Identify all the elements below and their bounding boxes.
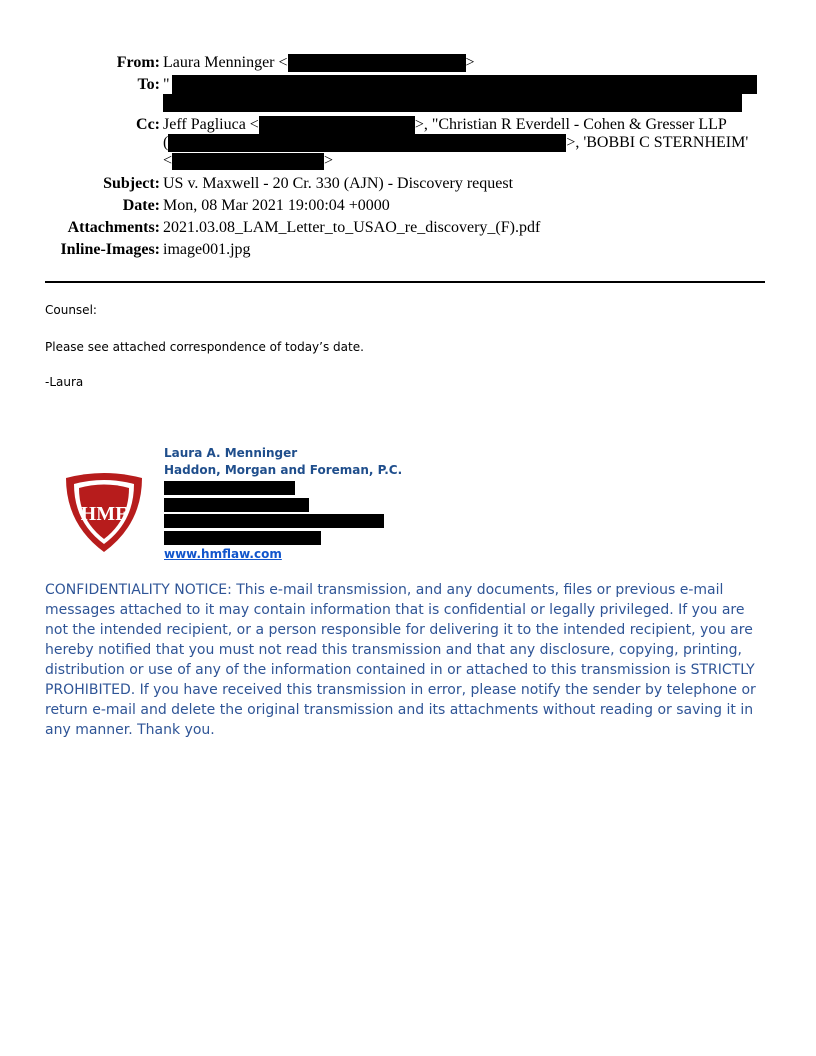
date-value: Mon, 08 Mar 2021 19:00:04 +0000 bbox=[163, 197, 390, 214]
from-name: Laura Menninger < bbox=[163, 54, 288, 71]
from-value bbox=[163, 53, 475, 73]
to-label: To: bbox=[137, 76, 160, 93]
attachments-row bbox=[0, 218, 816, 238]
date-row bbox=[0, 196, 816, 216]
from-row bbox=[0, 53, 816, 73]
logo-monogram: HMF bbox=[80, 503, 128, 525]
to-quote: " bbox=[163, 76, 170, 93]
redaction bbox=[164, 514, 384, 528]
cc-line2 bbox=[163, 133, 748, 153]
redaction bbox=[259, 116, 415, 134]
cc-gt: > bbox=[324, 152, 334, 169]
redaction bbox=[288, 54, 466, 72]
notice-text: CONFIDENTIALITY NOTICE: This e-mail transmission, and any documents, files or previous e-mail messages attached to it may contain information that is confidential or legally privileged. If you are not the intended recipient, or a person responsible for delivering it to the intended recipient, you are hereby notified that you must not read this transmission and that any disclosure, copying, printing, distribution or use of any of the information contained in or attached to this transmission is STRICTLY PROHIBITED. If you have received this transmission in error, please notify the sender by telephone or return e-mail and delete the original transmission and its attachments without reading or saving it in any manner. Thank you. bbox=[45, 582, 756, 738]
cc-line3 bbox=[163, 151, 333, 171]
redaction bbox=[172, 153, 324, 170]
date-label: Date: bbox=[122, 197, 160, 214]
confidentiality-notice bbox=[45, 580, 770, 740]
subject-label: Subject: bbox=[103, 175, 160, 192]
cc-row-3 bbox=[0, 151, 816, 171]
redaction bbox=[164, 531, 321, 545]
redaction bbox=[164, 498, 309, 512]
inline-images-row bbox=[0, 240, 816, 260]
cc-label: Cc: bbox=[136, 116, 160, 133]
cc-row bbox=[0, 115, 816, 135]
message: Please see attached correspondence of today’s date. bbox=[45, 340, 364, 354]
greeting: Counsel: bbox=[45, 303, 97, 317]
attachments-label: Attachments: bbox=[67, 219, 160, 236]
inline-images-label: Inline-Images: bbox=[60, 241, 160, 258]
to-value bbox=[163, 75, 170, 95]
cc-lt: < bbox=[163, 152, 173, 169]
signoff: -Laura bbox=[45, 375, 84, 389]
cc-row-2 bbox=[0, 133, 816, 153]
subject-row bbox=[0, 174, 816, 194]
cc-paren: ( bbox=[163, 134, 169, 151]
firm-logo bbox=[62, 472, 146, 554]
attachment-file[interactable]: 2021.03.08_LAM_Letter_to_USAO_re_discovery_(F).pdf bbox=[163, 219, 541, 236]
redaction bbox=[163, 94, 742, 112]
signature-name: Laura A. Menninger bbox=[164, 446, 298, 460]
website-link[interactable]: www.hmflaw.com bbox=[164, 547, 282, 561]
cc-name-2: >, "Christian R Everdell - Cohen & Gresser LLP bbox=[414, 116, 727, 133]
signature-firm: Haddon, Morgan and Foreman, P.C. bbox=[164, 463, 403, 477]
redaction bbox=[164, 481, 295, 495]
subject-value: US v. Maxwell - 20 Cr. 330 (AJN) - Discovery request bbox=[163, 175, 514, 192]
cc-line1 bbox=[163, 115, 727, 135]
cc-name-1: Jeff Pagliuca < bbox=[163, 116, 259, 133]
from-label: From: bbox=[116, 54, 160, 71]
from-end: > bbox=[465, 54, 475, 71]
cc-name-3: >, 'BOBBI C STERNHEIM' bbox=[566, 134, 749, 151]
redaction bbox=[168, 134, 566, 152]
header-divider bbox=[45, 281, 765, 283]
redaction bbox=[172, 75, 757, 94]
shield-logo-icon bbox=[62, 472, 146, 554]
inline-image-file[interactable]: image001.jpg bbox=[163, 241, 251, 258]
